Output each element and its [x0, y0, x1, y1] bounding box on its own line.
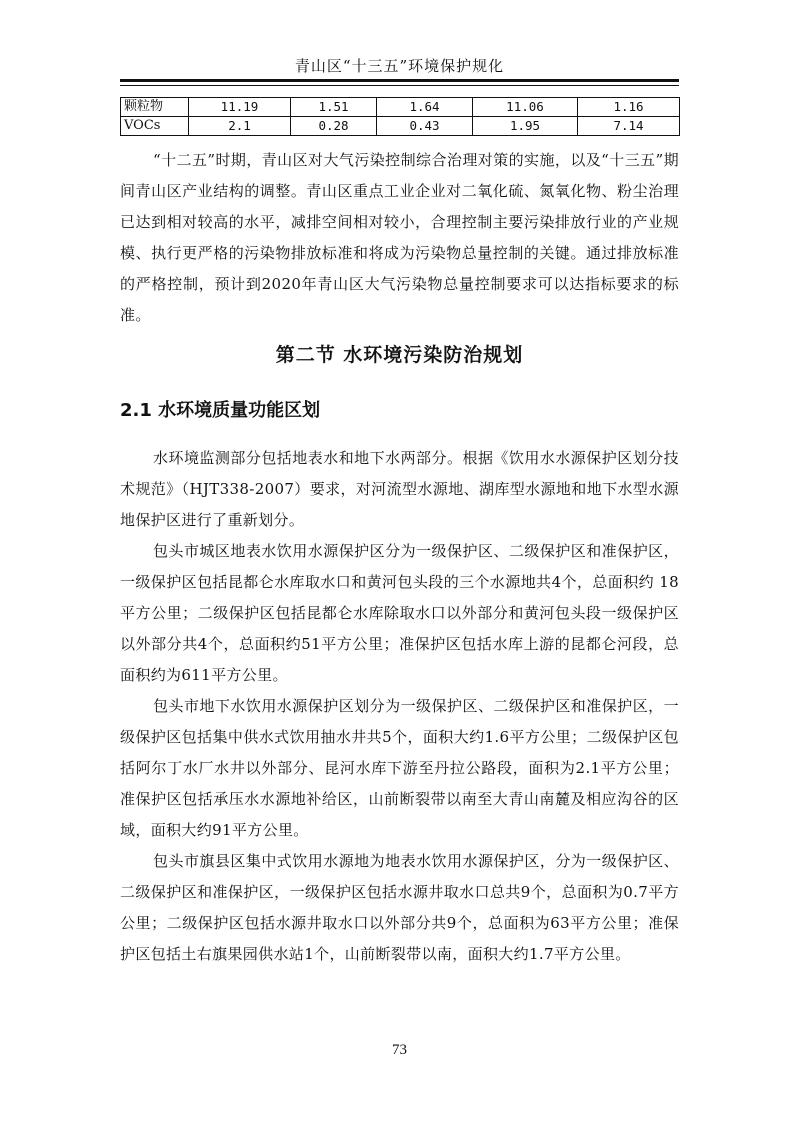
table-cell: 0.43	[377, 117, 473, 136]
body-paragraph: 水环境监测部分包括地表水和地下水两部分。根据《饮用水水源保护区划分技术规范》（HJT338-2007）要求，对河流型水源地、湖库型水源地和地下水型水源地保护区进行了重新划分。	[120, 449, 679, 529]
header-rule-thin	[120, 85, 679, 86]
table-cell: 11.06	[473, 98, 578, 117]
intro-block	[120, 145, 679, 331]
table-cell: 1.95	[473, 117, 578, 136]
table-row	[121, 98, 680, 117]
table-cell: 7.14	[578, 117, 680, 136]
subsection-title: 2.1 水环境质量功能区划	[120, 400, 321, 421]
table-cell: 1.16	[578, 98, 680, 117]
page-header: 青山区“十三五”环境保护规化	[294, 57, 505, 75]
body-text	[120, 443, 679, 970]
table-cell: 1.64	[377, 98, 473, 117]
table-cell: 0.28	[291, 117, 377, 136]
body-paragraph: 包头市城区地表水饮用水源保护区分为一级保护区、二级保护区和准保护区，一级保护区包括昆都仑水库取水口和黄河包头段的三个水源地共4个，总面积约 18平方公里；二级保护区包括昆都仑水库除取水口以外部分和黄河包头段一级保护区以外部分共4个，总面积约51平方公里；准保护区包括水库上游的昆都仑河段，总面积约为611平方公里。	[120, 542, 679, 684]
table-row-label: VOCs	[121, 117, 189, 136]
body-paragraph: 包头市地下水饮用水源保护区划分为一级保护区、二级保护区和准保护区，一级保护区包括集中供水式饮用抽水井共5个，面积大约1.6平方公里；二级保护区包括阿尔丁水厂水井以外部分、昆河水库下游至丹拉公路段，面积为2.1平方公里；准保护区包括承压水水源地补给区，山前断裂带以南至大青山南麓及相应沟谷的区域，面积大约91平方公里。	[120, 697, 679, 839]
body-paragraph: 包头市旗县区集中式饮用水源地为地表水饮用水源保护区，分为一级保护区、二级保护区和准保护区，一级保护区包括水源井取水口总共9个，总面积为0.7平方公里；二级保护区包括水源井取水口以外部分共9个，总面积为63平方公里；准保护区包括土右旗果园供水站1个，山前断裂带以南，面积大约1.7平方公里。	[120, 852, 679, 963]
intro-paragraph: “十二五”时期，青山区对大气污染控制综合治理对策的实施，以及“十三五”期间青山区产业结构的调整。青山区重点工业企业对二氧化硫、氮氧化物、粉尘治理已达到相对较高的水平，减排空间相对较小，合理控制主要污染排放行业的产业规模、执行更严格的污染物排放标准和将成为污染物总量控制的关键。通过排放标准的严格控制，预计到2020年青山区大气污染物总量控制要求可以达指标要求的标准。	[120, 151, 679, 324]
table-cell: 1.51	[291, 98, 377, 117]
table-row-label: 颗粒物	[121, 98, 189, 117]
emissions-table	[120, 97, 680, 136]
section-title: 第二节 水环境污染防治规划	[275, 344, 524, 366]
table-cell: 2.1	[189, 117, 291, 136]
page-number: 73	[392, 1042, 407, 1058]
header-rule-thick	[120, 79, 679, 82]
table-row	[121, 117, 680, 136]
table-cell: 11.19	[189, 98, 291, 117]
